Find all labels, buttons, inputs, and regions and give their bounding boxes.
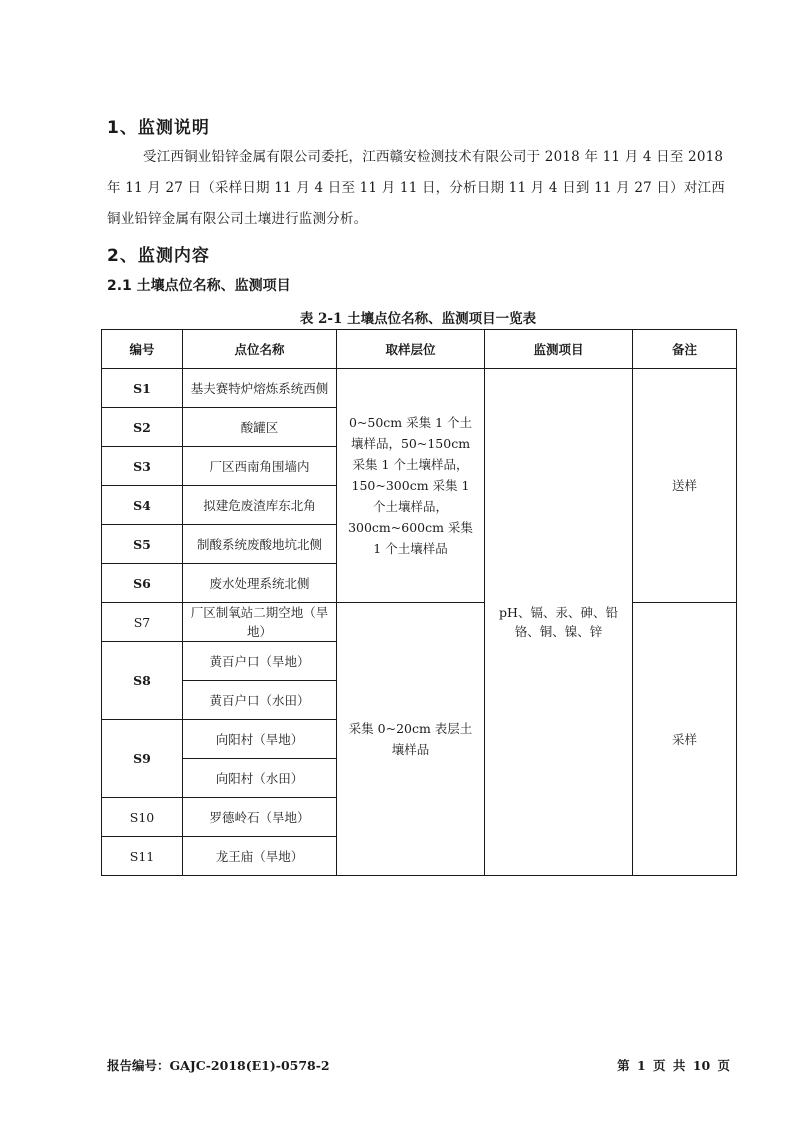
site-name: 废水处理系统北侧 — [183, 564, 337, 603]
header-code: 编号 — [102, 330, 183, 369]
site-name: 罗德岭石（旱地） — [183, 798, 337, 837]
site-code: S7 — [102, 603, 183, 642]
monitoring-items: pH、镉、汞、砷、铅铬、铜、镍、锌 — [485, 369, 633, 876]
section-1-paragraph: 受江西铜业铅锌金属有限公司委托，江西赣安检测技术有限公司于 2018 年 11 月 4 日至 2018 年 11 月 27 日（采样日期 11 月 4 日至 11 月 11 日，分析日期 11 月 4 日到 11 月 27 日）对江西铜业铅锌金属有限公司土壤进行监测分析。 — [107, 149, 725, 227]
section-2-title: 2、监测内容 — [107, 246, 210, 266]
site-name: 龙王庙（旱地） — [183, 837, 337, 876]
section-2-1-subtitle: 2.1 土壤点位名称、监测项目 — [107, 278, 291, 294]
site-name: 制酸系统废酸地坑北侧 — [183, 525, 337, 564]
header-site-name: 点位名称 — [183, 330, 337, 369]
site-code: S10 — [102, 798, 183, 837]
page-number: 第 1 页 共 10 页 — [617, 1058, 730, 1073]
site-name: 黄百户口（水田） — [183, 681, 337, 720]
site-name: 厂区西南角围墙内 — [183, 447, 337, 486]
layer-deep: 0~50cm 采集 1 个土壤样品，50~150cm 采集 1 个土壤样品，150~300cm 采集 1 个土壤样品，300cm~600cm 采集 1 个土壤样品 — [337, 369, 485, 603]
remark-send: 送样 — [633, 369, 737, 603]
header-sampling-layer: 取样层位 — [337, 330, 485, 369]
report-number: 报告编号：GAJC-2018(E1)-0578-2 — [107, 1058, 330, 1073]
site-name: 拟建危废渣库东北角 — [183, 486, 337, 525]
site-code: S9 — [102, 720, 183, 798]
site-code: S2 — [102, 408, 183, 447]
site-name: 向阳村（水田） — [183, 759, 337, 798]
monitoring-table — [101, 329, 737, 876]
section-1-title: 1、监测说明 — [107, 118, 210, 138]
remark-sample: 采样 — [633, 603, 737, 876]
site-code: S8 — [102, 642, 183, 720]
header-remark: 备注 — [633, 330, 737, 369]
site-name: 厂区制氧站二期空地（旱地） — [183, 603, 337, 642]
table-row — [102, 603, 737, 642]
site-name: 酸罐区 — [183, 408, 337, 447]
site-code: S4 — [102, 486, 183, 525]
header-monitoring-items: 监测项目 — [485, 330, 633, 369]
site-name: 向阳村（旱地） — [183, 720, 337, 759]
site-name: 基夫赛特炉熔炼系统西侧 — [183, 369, 337, 408]
site-code: S3 — [102, 447, 183, 486]
table-caption: 表 2-1 土壤点位名称、监测项目一览表 — [299, 311, 537, 327]
site-code: S1 — [102, 369, 183, 408]
table-row — [102, 369, 737, 408]
site-code: S6 — [102, 564, 183, 603]
table-header-row — [102, 330, 737, 369]
layer-surface: 采集 0~20cm 表层土壤样品 — [337, 603, 485, 876]
site-code: S11 — [102, 837, 183, 876]
site-name: 黄百户口（旱地） — [183, 642, 337, 681]
site-code: S5 — [102, 525, 183, 564]
